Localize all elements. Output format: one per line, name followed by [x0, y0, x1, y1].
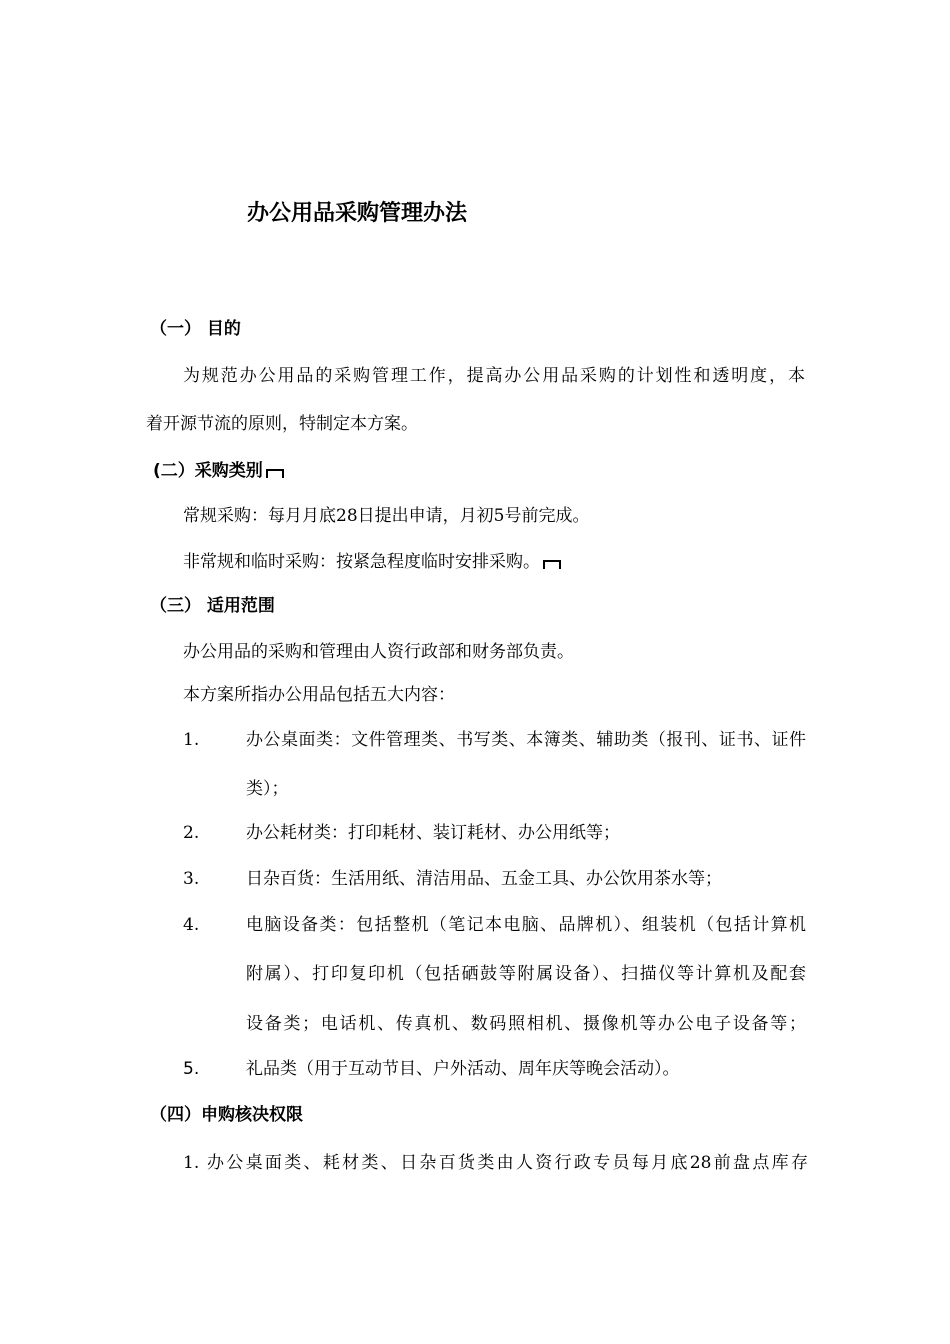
list-item-number: 2.: [183, 823, 200, 843]
list-item-line: 附属）、打印复印机（包括硒鼓等附属设备）、扫描仪等计算机及配套: [246, 964, 806, 984]
list-item-line: 办公桌面类：文件管理类、书写类、本簿类、辅助类（报刊、证书、证件: [246, 730, 806, 750]
section-4-heading: （四）申购核决权限: [150, 1105, 303, 1125]
section-3-line-2: 本方案所指办公用品包括五大内容：: [183, 685, 455, 705]
section-1-paragraph-line-2: 着开源节流的原则，特制定本方案。: [146, 414, 418, 434]
list-item-line: 电脑设备类：包括整机（笔记本电脑、品牌机）、组装机（包括计算机: [246, 915, 806, 935]
document-title: 办公用品采购管理办法: [247, 201, 468, 226]
section-1-heading: （一） 目的: [150, 319, 241, 339]
list-item-line: 日杂百货：生活用纸、清洁用品、五金工具、办公饮用茶水等；: [246, 869, 722, 889]
section-2-line-2-row: [183, 551, 561, 573]
list-item-number: 3.: [183, 869, 200, 889]
list-item-line: 办公耗材类：打印耗材、装订耗材、办公用纸等；: [246, 823, 620, 843]
list-item-number: 4.: [183, 915, 200, 935]
list-item-line: 设备类；电话机、传真机、数码照相机、摄像机等办公电子设备等；: [246, 1014, 806, 1034]
section-2-heading: (二）采购类别: [153, 461, 263, 481]
section-4-line-1: 1. 办公桌面类、耗材类、日杂百货类由人资行政专员每月底28前盘点库存: [183, 1153, 808, 1173]
list-item-number: 5.: [183, 1059, 200, 1079]
paragraph-mark-icon: [266, 469, 284, 478]
section-2-heading-row: [153, 460, 284, 482]
list-item-line: 类）；: [246, 779, 289, 799]
section-3-heading: （三） 适用范围: [150, 596, 275, 616]
section-2-line-2: 非常规和临时采购：按紧急程度临时安排采购。: [183, 552, 540, 572]
list-item-number: 1.: [183, 730, 200, 750]
list-item-line: 礼品类（用于互动节目、户外活动、周年庆等晚会活动）。: [246, 1059, 680, 1079]
section-3-line-1: 办公用品的采购和管理由人资行政部和财务部负责。: [183, 642, 574, 662]
paragraph-mark-icon: [543, 560, 561, 569]
section-1-paragraph-line-1: 为规范办公用品的采购管理工作，提高办公用品采购的计划性和透明度，本: [183, 366, 805, 386]
section-2-line-1: 常规采购：每月月底28日提出申请，月初5号前完成。: [183, 506, 590, 526]
